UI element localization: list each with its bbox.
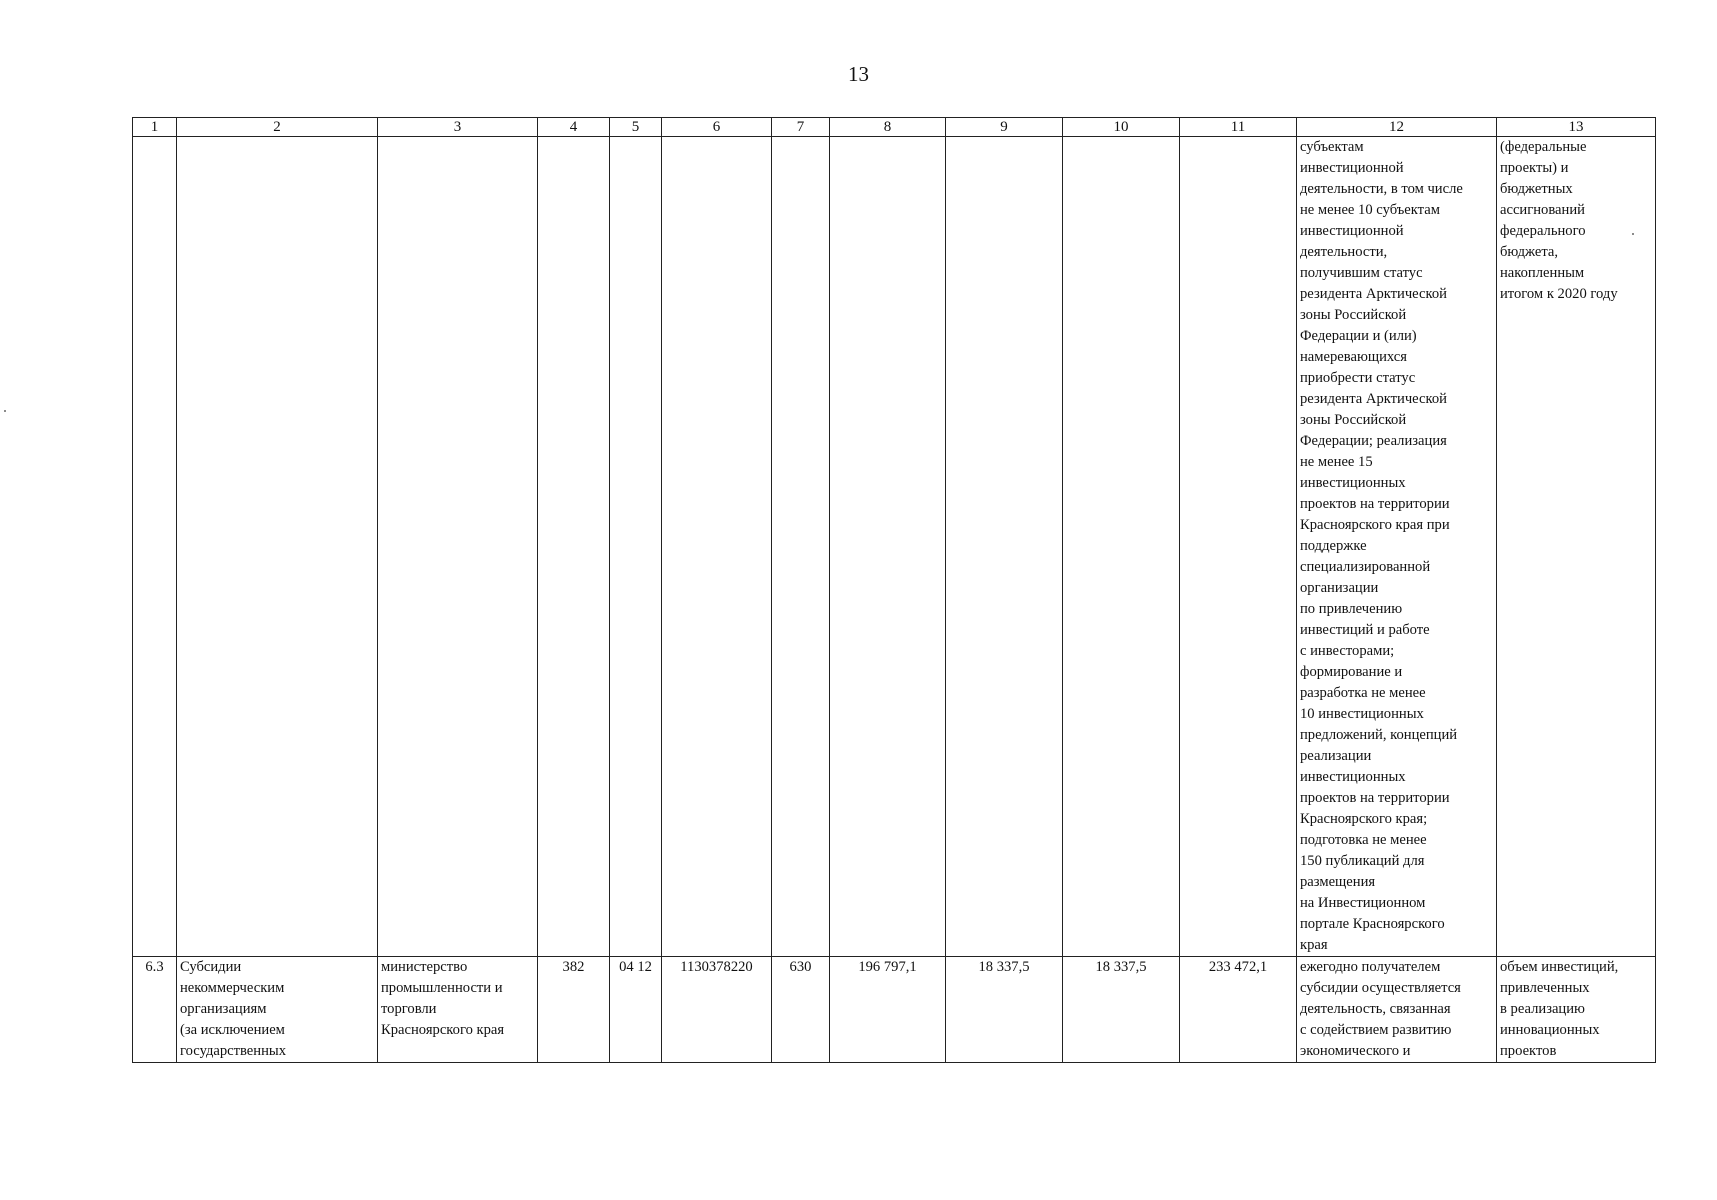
indicator-cell: (федеральные проекты) и бюджетных ассигнований федерального бюджета, накопленным итогом к 2020 году bbox=[1497, 137, 1656, 957]
budget-table bbox=[132, 117, 1656, 1063]
column-number: 7 bbox=[772, 118, 830, 137]
continuation-row bbox=[133, 137, 1656, 957]
amount-cell: 18 337,5 bbox=[1063, 957, 1180, 1063]
target-article-cell: 1130378220 bbox=[662, 957, 772, 1063]
empty-cell bbox=[946, 137, 1063, 957]
scan-speck bbox=[4, 410, 6, 412]
measure-name-cell: Субсидии некоммерческим организациям (за исключением государственных bbox=[177, 957, 378, 1063]
empty-cell bbox=[772, 137, 830, 957]
expected-result-cell: ежегодно получателем субсидии осуществляется деятельность, связанная с содействием развитию экономического и bbox=[1297, 957, 1497, 1063]
scan-speck bbox=[1632, 233, 1634, 235]
empty-cell bbox=[1063, 137, 1180, 957]
section-code-cell: 04 12 bbox=[610, 957, 662, 1063]
column-number: 13 bbox=[1497, 118, 1656, 137]
column-number: 6 bbox=[662, 118, 772, 137]
total-amount-cell: 233 472,1 bbox=[1180, 957, 1297, 1063]
column-number: 3 bbox=[378, 118, 538, 137]
grbs-code-cell: 382 bbox=[538, 957, 610, 1063]
empty-cell bbox=[538, 137, 610, 957]
column-number: 2 bbox=[177, 118, 378, 137]
column-number: 11 bbox=[1180, 118, 1297, 137]
column-number: 12 bbox=[1297, 118, 1497, 137]
empty-cell bbox=[662, 137, 772, 957]
column-number: 10 bbox=[1063, 118, 1180, 137]
table-row bbox=[133, 957, 1656, 1063]
column-number: 5 bbox=[610, 118, 662, 137]
column-number: 4 bbox=[538, 118, 610, 137]
empty-cell bbox=[133, 137, 177, 957]
column-number: 9 bbox=[946, 118, 1063, 137]
column-number: 8 bbox=[830, 118, 946, 137]
page-number: 13 bbox=[848, 62, 869, 86]
column-number-row bbox=[133, 118, 1656, 137]
amount-cell: 196 797,1 bbox=[830, 957, 946, 1063]
empty-cell bbox=[378, 137, 538, 957]
row-number-cell: 6.3 bbox=[133, 957, 177, 1063]
expense-type-cell: 630 bbox=[772, 957, 830, 1063]
expected-result-cell: субъектам инвестиционной деятельности, в том числе не менее 10 субъектам инвестиционной деятельности, получившим статус резидента Арктической зоны Российской Федерации и (или) намеревающихся приобрести статус резидента Арктической зоны Российской Федерации; реализация не менее 15 инвестиционных проектов на территории Красноярского края при поддержке специализированной организации по привлечению инвестиций и работе с инвесторами; формирование и разработка не менее 10 инвестиционных предложений, концепций реализации инвестиционных проектов на территории Красноярского края; подготовка не менее 150 публикаций для размещения на Инвестиционном портале Красноярского края bbox=[1297, 137, 1497, 957]
empty-cell bbox=[830, 137, 946, 957]
indicator-cell: объем инвестиций, привлеченных в реализацию инновационных проектов bbox=[1497, 957, 1656, 1063]
column-number: 1 bbox=[133, 118, 177, 137]
empty-cell bbox=[177, 137, 378, 957]
empty-cell bbox=[1180, 137, 1297, 957]
executor-cell: министерство промышленности и торговли Красноярского края bbox=[378, 957, 538, 1063]
amount-cell: 18 337,5 bbox=[946, 957, 1063, 1063]
empty-cell bbox=[610, 137, 662, 957]
